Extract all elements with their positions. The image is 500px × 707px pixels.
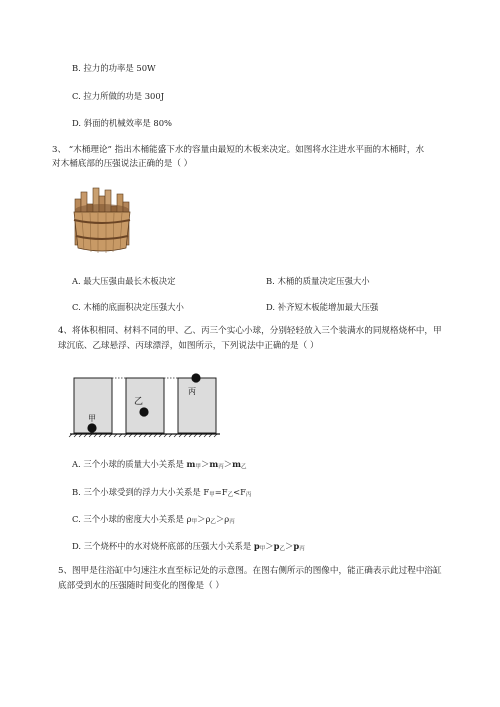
option-b-prev: B. 拉力的功率是 50W [72, 63, 156, 73]
q3-option-b: B. 木桶的质量决定压强大小 [266, 276, 370, 286]
q4-stem-line2: 球沉底、乙球悬浮、丙球漂浮，如图所示，下列说法中正确的是（ ） [58, 341, 319, 351]
q3-option-c: C. 木桶的底面积决定压强大小 [72, 302, 184, 312]
q4-stem-line1: 4、将体积相同、材料不同的甲、乙、丙三个实心小球，分别轻轻放入三个装满水的同规格烧杯中，甲 [58, 326, 442, 336]
option-d-prev: D. 斜面的机械效率是 80% [72, 118, 173, 128]
q4-option-d: D. 三个烧杯中的水对烧杯底部的压强大小关系是 p甲＞p乙＞p丙 [72, 541, 305, 552]
three-beakers-diagram [68, 370, 228, 440]
label-yi: 乙 [134, 397, 144, 407]
wooden-bucket-illustration [70, 186, 136, 254]
label-jia: 甲 [88, 414, 96, 423]
ball-yi [139, 407, 148, 416]
q3-stem-line1: 3、 “木桶理论” 指出木桶能盛下水的容量由最短的木板来决定。如图将水注进水平面的木桶时，水 [52, 145, 425, 155]
q5-stem-line2: 底部受到水的压强随时间变化的图像是（ ） [58, 581, 225, 591]
beaker-bing [178, 378, 216, 433]
beaker-yi [126, 378, 164, 433]
ball-jia [87, 423, 96, 432]
label-bing: 丙 [188, 387, 196, 396]
q4-option-b: B. 三个小球受到的浮力大小关系是 F甲=F乙<F丙 [72, 487, 252, 498]
q4-option-c: C. 三个小球的密度大小关系是 ρ甲＞ρ乙＞ρ丙 [72, 514, 235, 525]
q3-option-a: A. 最大压强由最长木板决定 [72, 276, 176, 286]
q4-option-a: A. 三个小球的质量大小关系是 m甲＞m丙＞m乙 [72, 459, 247, 470]
q5-stem-line1: 5、图甲是往浴缸中匀速注水直至标记处的示意图。在图右侧所示的图像中，能正确表示此过程中浴缸 [58, 566, 442, 576]
ball-bing [191, 373, 200, 382]
q3-option-d: D. 补齐短木板能增加最大压强 [266, 302, 379, 312]
q3-stem-line2: 对木桶底部的压强说法正确的是（ ） [52, 159, 193, 169]
option-c-prev: C. 拉力所做的功是 300J [72, 91, 165, 101]
